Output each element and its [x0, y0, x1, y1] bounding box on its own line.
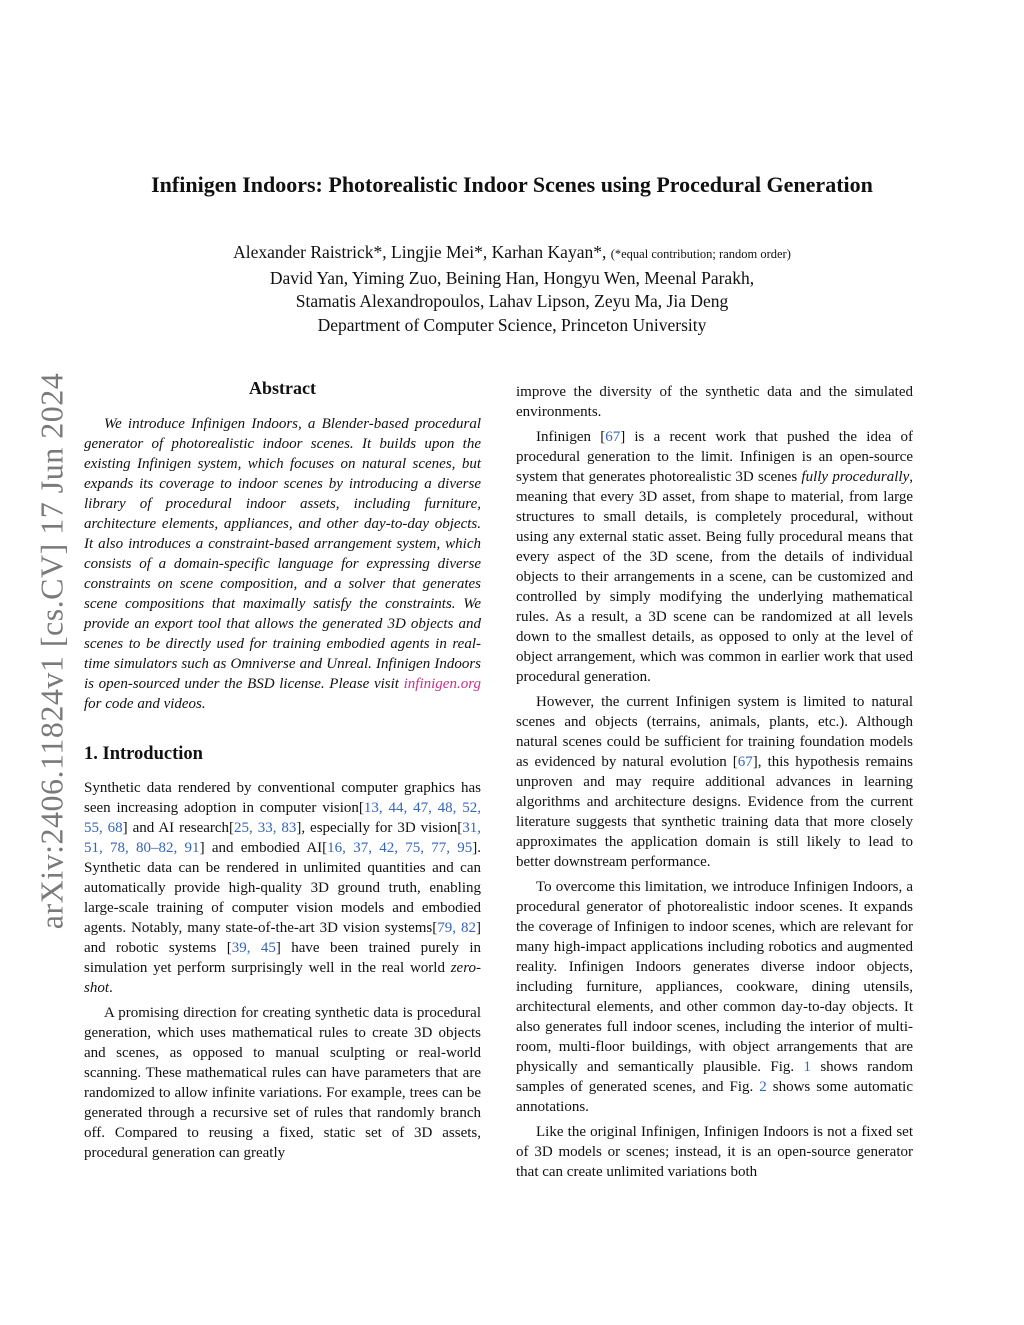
arxiv-stamp: [30, 356, 74, 946]
project-link[interactable]: infinigen.org: [403, 676, 481, 692]
author-line-2: David Yan, Yiming Zuo, Beining Han, Hongyu Wen, Meenal Parakh,: [269, 267, 755, 288]
intro-paragraph-2-continued: improve the diversity of the synthetic data and the simulated environments.: [516, 384, 913, 420]
abstract-heading: Abstract: [249, 378, 316, 398]
text-span: ] have been trained purely in simulation yet perform surprisingly well in the real world: [84, 940, 481, 976]
text-span: , meaning that every 3D asset, from shape to material, from large structures to small details, is completely procedural, without using any external static asset. Being fully procedural means that every aspect of the 3D scene, from the details of individual objects to their arrangements in a scene, can be customized and controlled by simply modifying the underlying mathematical rules. As a result, a 3D scene can be randomized at all levels down to the smallest details, as opposed to only at the level of object arrangement, which was common in earlier work that used procedural generation.: [516, 469, 913, 685]
left-column: [84, 378, 481, 1168]
emphasis: zero-shot: [84, 960, 481, 996]
figure-link[interactable]: 2: [759, 1079, 767, 1095]
text-span: ]. Synthetic data can be rendered in unlimited quantities and can automatically provide high-quality 3D ground truth, enabling large-scale training of computer vision models and embodied agents. Notably, many state-of-the-art 3D vision systems[: [84, 840, 482, 936]
author-block: [0, 241, 1024, 337]
text-span: .: [109, 980, 113, 996]
text-span: ], especially for 3D vision[: [296, 820, 463, 836]
intro-paragraph-3: [516, 427, 913, 687]
figure-link[interactable]: 1: [803, 1059, 811, 1075]
citation-link[interactable]: 67: [605, 429, 621, 445]
emphasis: fully procedurally: [801, 469, 910, 485]
intro-paragraph-5: [516, 877, 913, 1117]
text-span: shows random samples of generated scenes, and Fig.: [516, 1059, 913, 1095]
intro-paragraph-1: [84, 778, 481, 998]
text-span: ], this hypothesis remains unproven and may require additional advances in learning algorithms and architecture designs. Evidence from the current literature suggests that synthetic training data that more closely approximates the application domain is still likely to lead to better downstream performance.: [516, 754, 913, 870]
text-span: To overcome this limitation, we introduce Infinigen Indoors, a procedural generator of photorealistic indoor scenes. It expands the coverage of Infinigen to indoor scenes, which are relevant for many high-impact applications including robotics and augmented reality. Infinigen Indoors generates diverse indoor objects, including furniture, appliances, cookware, dining utensils, architectural elements, and other common day-to-day objects. It also generates full indoor scenes, including the interior of multi-room, multi-floor buildings, with object arrangements that are physically and semantically plausible. Fig.: [516, 879, 913, 1075]
intro-paragraph-2: A promising direction for creating synthetic data is procedural generation, which uses mathematical rules to create 3D objects and scenes, as opposed to manual sculpting or real-world scanning. These mathematical rules can have parameters that are randomized to allow infinite variations. For example, trees can be generated through a recursive set of rules that randomly branch off. Compared to reusing a fixed, static set of 3D assets, procedural generation can greatly: [84, 1005, 481, 1161]
text-span: ] and robotic systems [: [84, 920, 482, 956]
author-names-1: Alexander Raistrick*, Lingjie Mei*, Karhan Kayan*,: [233, 242, 607, 262]
arxiv-stamp-text: arXiv:2406.11824v1 [cs.CV] 17 Jun 2024: [33, 372, 70, 930]
citation-link[interactable]: 16, 37, 42, 75, 77, 95: [327, 840, 473, 856]
citation-link[interactable]: 67: [737, 754, 753, 770]
abstract-tail: for code and videos.: [84, 696, 206, 712]
citation-link[interactable]: 25, 33, 83: [234, 820, 297, 836]
affiliation: Department of Computer Science, Princeton University: [317, 314, 707, 335]
equal-contribution-note: (*equal contribution; random order): [610, 247, 791, 261]
citation-link[interactable]: 79, 82: [437, 920, 477, 936]
intro-paragraph-6: Like the original Infinigen, Infinigen Indoors is not a fixed set of 3D models or scenes; instead, it is an open-source generator that can create unlimited variations both: [516, 1124, 913, 1180]
citation-link[interactable]: 39, 45: [231, 940, 276, 956]
abstract-text: [84, 414, 481, 714]
text-span: ] is a recent work that pushed the idea of procedural generation to the limit. Infinigen is an open-source system that generates photorealistic 3D scenes: [516, 429, 913, 485]
intro-paragraph-4: [516, 692, 913, 872]
author-line-1: [0, 241, 1024, 267]
intro-heading: 1. Introduction: [84, 744, 203, 764]
text-span: Synthetic data rendered by conventional computer graphics has seen increasing adoption in computer vision[: [84, 780, 481, 816]
right-column: [516, 382, 913, 1187]
text-span: ] and AI research[: [122, 820, 235, 836]
text-span: Infinigen [: [536, 429, 606, 445]
citation-link[interactable]: 13, 44, 47, 48, 52, 55, 68: [84, 800, 481, 836]
paper-title: Infinigen Indoors: Photorealistic Indoor Scenes using Procedural Generation: [151, 172, 873, 197]
abstract-body: We introduce Infinigen Indoors, a Blender-based procedural generator of photorealistic indoor scenes. It builds upon the existing Infinigen system, which focuses on natural scenes, but expands its coverage to indoor scenes by introducing a diverse library of procedural indoor assets, including furniture, architecture elements, appliances, and other day-to-day objects. It also introduces a constraint-based arrangement system, which consists of a domain-specific language for expressing diverse constraints on scene composition, and a solver that generates scene compositions that maximally satisfy the constraints. We provide an export tool that allows the generated 3D objects and scenes to be directly used for training embodied agents in real-time simulators such as Omniverse and Unreal. Infinigen Indoors is open-sourced under the BSD license. Please visit: [84, 416, 481, 692]
author-line-3: Stamatis Alexandropoulos, Lahav Lipson, Zeyu Ma, Jia Deng: [295, 291, 729, 311]
text-span: shows some automatic annotations.: [516, 1079, 913, 1115]
citation-link[interactable]: 31, 51, 78, 80–82, 91: [84, 820, 481, 856]
text-span: ] and embodied AI[: [199, 840, 328, 856]
text-span: However, the current Infinigen system is limited to natural scenes and objects (terrains, animals, plants, etc.). Although natural scenes could be sufficient for training foundation models as evidenced by natural evolution [: [516, 694, 913, 770]
